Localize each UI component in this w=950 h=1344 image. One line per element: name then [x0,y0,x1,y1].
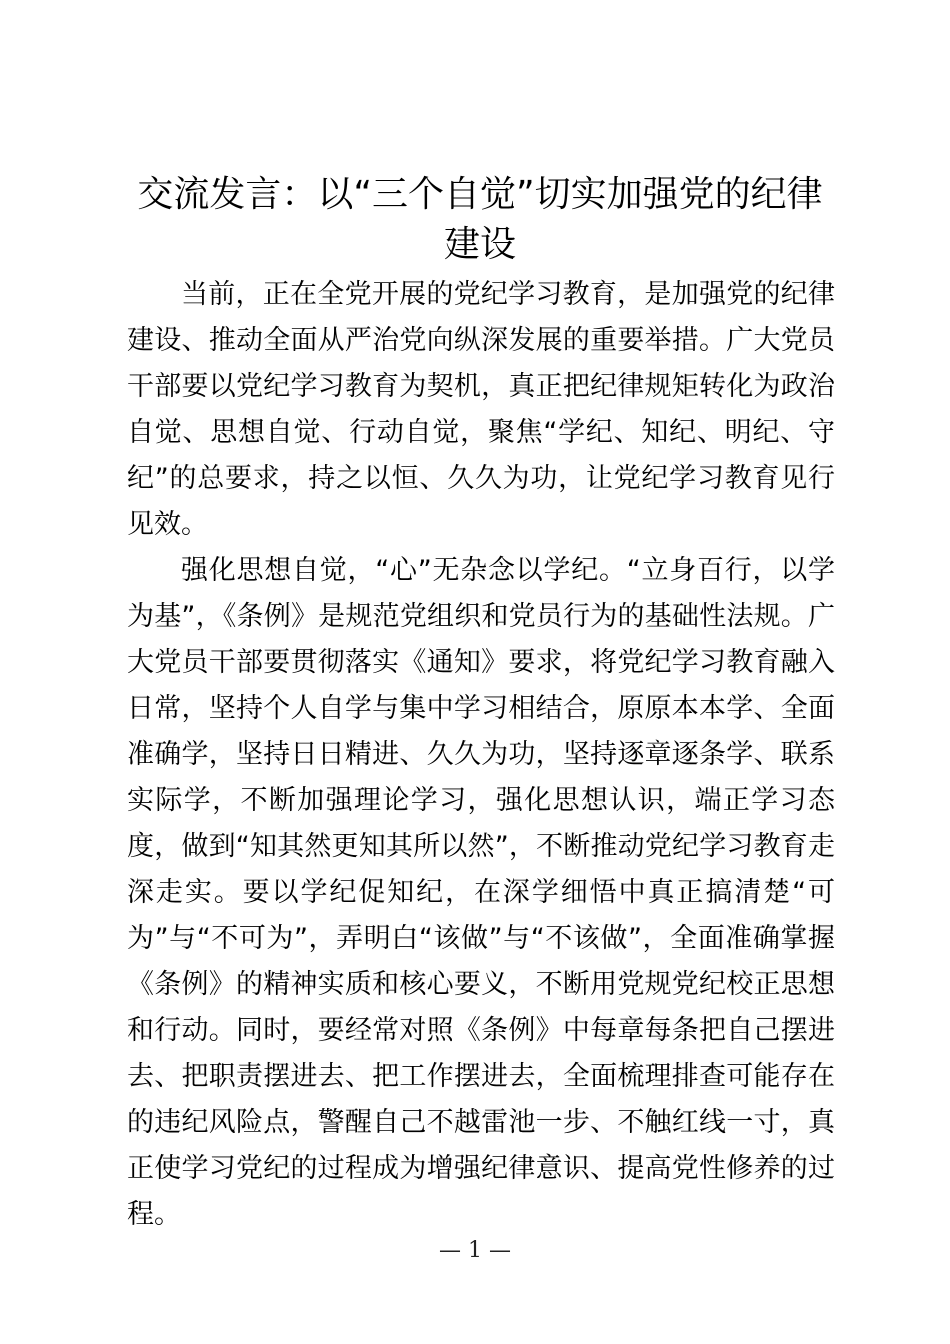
paragraph-intro: 当前，正在全党开展的党纪学习教育，是加强党的纪律建设、推动全面从严治党向纵深发展的重要举措。广大党员干部要以党纪学习教育为契机，真正把纪律规矩转化为政治自觉、思想自觉、行动自觉，聚焦“学纪、知纪、明纪、守纪”的总要求，持之以恒、久久为功，让党纪学习教育见行见效。 [127,279,835,540]
page-number: — 1 — [439,1238,511,1263]
document-title: 交流发言：以“三个自觉”切实加强党的纪律建设 [137,174,823,265]
paragraph-ideological-awareness: 强化思想自觉，“心”无杂念以学纪。“立身百行，以学为基”，《条例》是规范党组织和党员行为的基础性法规。广大党员干部要贯彻落实《通知》要求，将党纪学习教育融入日常，坚持个人自学与集中学习相结合，原原本本学、全面准确学，坚持日日精进、久久为功，坚持逐章逐条学、联系实际学，不断加强理论学习，强化思想认识，端正学习态度，做到“知其然更知其所以然”，不断推动党纪学习教育走深走实。要以学纪促知纪，在深学细悟中真正搞清楚“可为”与“不可为”，弄明白“该做”与“不该做”，全面准确掌握《条例》的精神实质和核心要义，不断用党规党纪校正思想和行动。同时，要经常对照《条例》中每章每条把自己摆进去、把职责摆进去、把工作摆进去，全面梳理排查可能存在的违纪风险点，警醒自己不越雷池一步、不触红线一寸，真正使学习党纪的过程成为增强纪律意识、提高党性修养的过程。 [127,555,835,1230]
document-body [127,272,835,1238]
